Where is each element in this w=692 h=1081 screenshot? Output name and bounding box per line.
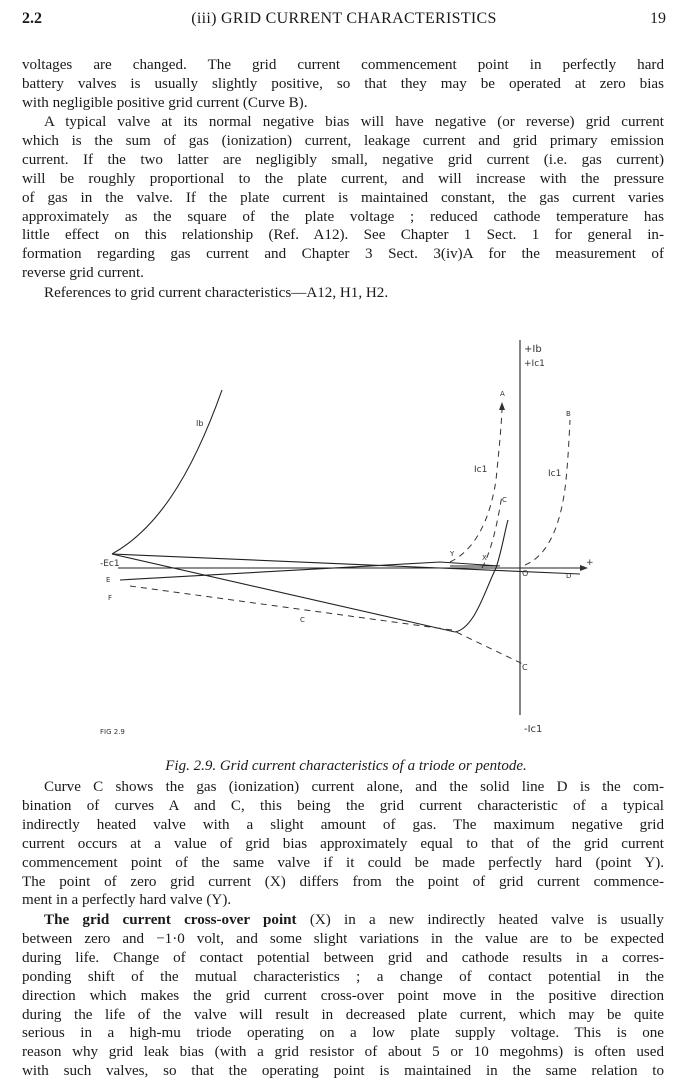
text-line: little effect on this relationship (Ref. A12). See Chapter 1 Sect. 1 for general in-: [22, 227, 664, 244]
label-ic1-b: Ic1: [548, 469, 562, 479]
page-title: (iii) GRID CURRENT CHARACTERISTICS: [191, 10, 497, 27]
figure-caption: [0, 758, 692, 775]
label-c-right: C: [522, 663, 528, 672]
plate-current-curve: [112, 390, 222, 554]
caption-text: Grid current characteristics of a triode or pentode.: [219, 758, 527, 774]
label-d: D: [566, 572, 572, 580]
text-line: battery valves is usually slightly positive, so that they may be operated at zero bias: [22, 75, 664, 92]
line-f: [120, 562, 500, 580]
text-line: A typical valve at its normal negative bias will have negative (or reverse) grid current: [44, 114, 664, 130]
bold-term: The grid current cross-over point: [44, 912, 297, 928]
text-line: References to grid current characteristics—A12, H1, H2.: [44, 285, 389, 301]
text-line: reason why grid leak bias (with a grid resistor of about 5 or 10 megohms) is often used: [22, 1044, 664, 1061]
text-line: reverse grid current.: [22, 265, 144, 282]
text-line: direction which makes the grid current cross-over point move in the positive direction: [22, 987, 664, 1004]
text-line: serious in a high-mu triode operating on a low plate supply voltage. This is one: [22, 1025, 664, 1042]
section-number: 2.2: [22, 10, 42, 27]
text-line: formation regarding gas current and Chapter 3 Sect. 3(iv)A for the measurement of: [22, 246, 664, 263]
paragraph-4: [22, 778, 664, 910]
text-line: ponding shift of the mutual characteristics ; a change of contact potential in the: [22, 968, 664, 985]
text-line: of gas in the valve. If the plate current is maintained constant, the gas current varies: [22, 189, 664, 206]
label-o: O: [522, 569, 529, 578]
curve-a-dashed: [450, 410, 502, 562]
text-line: The point of zero grid current (X) differs from the point of grid current commence-: [22, 873, 664, 890]
text-line: during the life of the valve will result in decreased plate current, which may be quite: [22, 1006, 664, 1023]
text-line: will be roughly proportional to the plate current, and will increase with the pressure: [22, 170, 664, 187]
text-line: approximately as the square of the plate voltage ; reduced cathode temperature has: [22, 208, 664, 225]
label-x: X: [482, 554, 487, 562]
label-c-top: C: [502, 496, 507, 504]
text-line: which is the sum of gas (ionization) current, leakage current and grid primary emission: [22, 132, 664, 149]
page-number: 19: [650, 10, 666, 27]
text-line: during life. Change of contact potential between grid and cathode results in a corres-: [22, 949, 664, 966]
label-y: Y: [450, 550, 455, 558]
label-minus-ic1: -Ic1: [524, 724, 543, 735]
page-header: [22, 10, 666, 34]
label-e: E: [106, 576, 111, 584]
line-e: [112, 554, 580, 574]
figure-drawing: [100, 330, 610, 735]
text-line: voltages are changed. The grid current commencement point in perfectly hard: [22, 57, 664, 73]
text-line: Curve C shows the gas (ionization) current alone, and the solid line D is the com-: [44, 779, 664, 795]
label-a: A: [500, 390, 505, 398]
arrow-a-icon: [499, 402, 505, 410]
text-line: with such valves, so that the operating point is maintained in the same relation to: [22, 1063, 664, 1080]
label-ib-curve: Ib: [196, 419, 204, 428]
label-plus-ib: +Ib: [524, 344, 542, 355]
paragraph-2: [22, 113, 664, 283]
label-c-mid: C: [300, 616, 305, 624]
curve-d-line: [112, 520, 508, 632]
text-line: current. If the two latter are negligibly small, negative grid current (i.e. gas current): [22, 151, 664, 168]
text-line: ment in a perfectly hard valve (Y).: [22, 892, 232, 909]
label-f: F: [108, 594, 113, 602]
paragraph-5: [22, 911, 664, 1081]
text-line: bination of curves A and C, this being the grid current characteristic of a typical: [22, 797, 664, 814]
figure-grid-current: [100, 330, 610, 735]
text-line: indirectly heated valve with a slight amount of gas. The maximum negative grid: [22, 816, 664, 833]
paragraph-1: [22, 56, 664, 113]
caption-number: Fig. 2.9.: [165, 758, 217, 774]
text-line: between zero and −1·0 volt, and some slight variations in the value are to be expected: [22, 930, 664, 947]
label-ic1-a: Ic1: [474, 465, 488, 475]
paragraph-3: [22, 284, 664, 303]
figure-id: FIG 2.9: [100, 728, 125, 735]
text-line: current occurs at a value of grid bias approximately equal to that of the grid current: [22, 835, 664, 852]
text-line: [22, 911, 664, 930]
label-plus-ic1: +Ic1: [524, 359, 545, 369]
label-b: B: [566, 410, 571, 418]
text-run: (X) in a new indirectly heated valve is usually: [296, 912, 664, 928]
label-plus-axis: +: [586, 558, 594, 568]
text-line: with negligible positive grid current (Curve B).: [22, 94, 308, 111]
text-line: commencement point of the same valve if it could be made perfectly hard (point Y).: [22, 854, 664, 871]
label-minus-ec1: -Ec1: [100, 559, 120, 569]
curve-b-dashed: [525, 420, 570, 565]
